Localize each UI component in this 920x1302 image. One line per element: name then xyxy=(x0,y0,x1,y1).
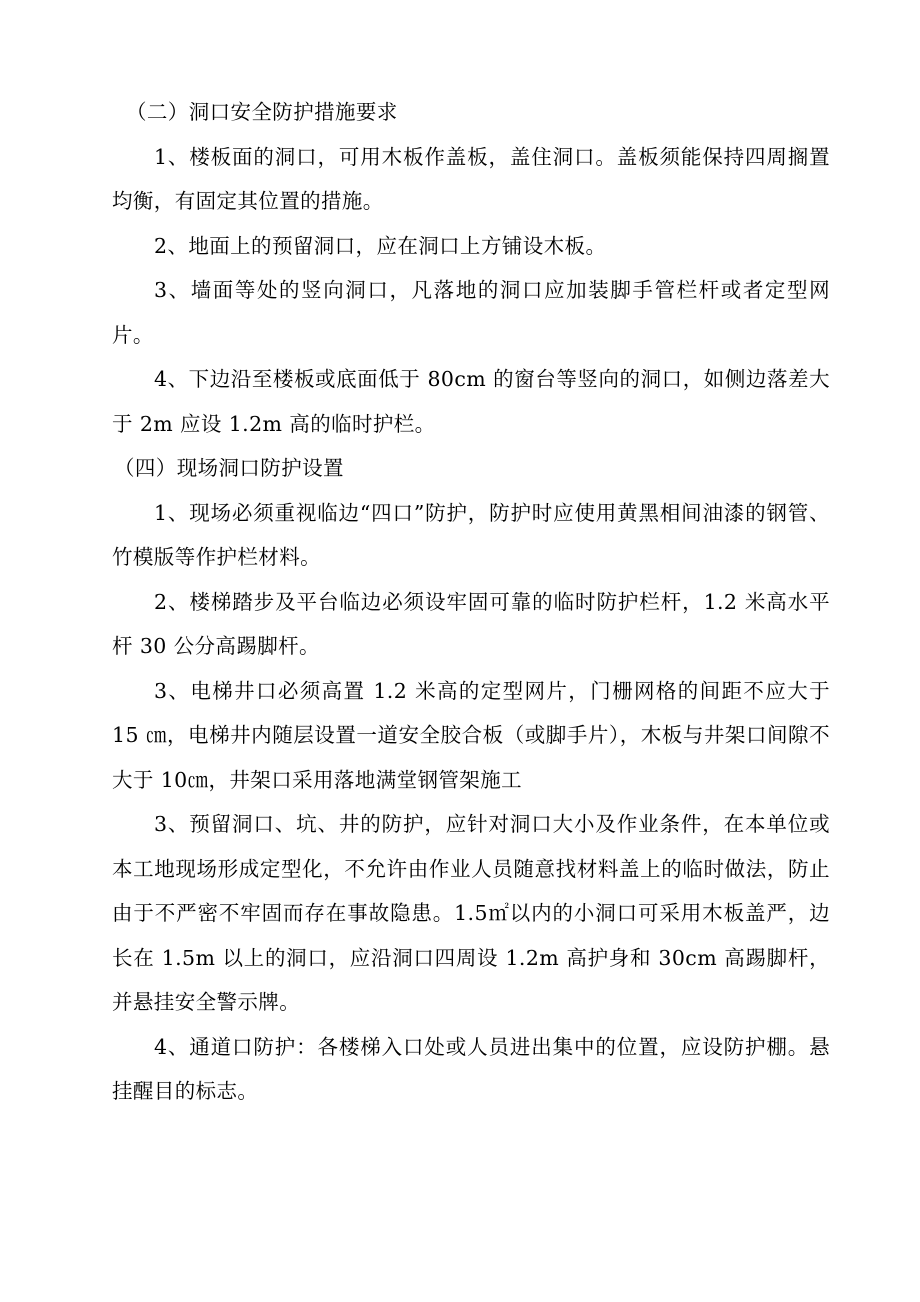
paragraph-passage-protection: 4、通道口防护：各楼梯入口处或人员进出集中的位置，应设防护棚。悬挂醒目的标志。 xyxy=(112,1034,830,1103)
paragraph-window-openings: 4、下边沿至楼板或底面低于 80cm 的窗台等竖向的洞口，如侧边落差大于 2m 应设 1.2m 高的临时护栏。 xyxy=(112,367,830,436)
paragraph-floor-openings: 1、楼板面的洞口，可用木板作盖板，盖住洞口。盖板须能保持四周搁置均衡，有固定其位置的措施。 xyxy=(112,144,830,213)
paragraph-wall-openings: 3、墙面等处的竖向洞口，凡落地的洞口应加装脚手管栏杆或者定型网片。 xyxy=(112,278,830,347)
paragraph-reserved-openings: 3、预留洞口、坑、井的防护，应针对洞口大小及作业条件，在本单位或本工地现场形成定型化，不允许由作业人员随意找材料盖上的临时做法，防止由于不严密不牢固而存在事故隐患。1.5㎡以内的小洞口可采用木板盖严，边长在 1.5m 以上的洞口，应沿洞口四周设 1.2m 高护身和 30cm 高踢脚杆，并悬挂安全警示牌。 xyxy=(112,812,830,1014)
paragraph-four-openings: 1、现场必须重视临边“四口”防护，防护时应使用黄黑相间油漆的钢管、竹模版等作护栏材料。 xyxy=(112,500,830,569)
paragraph-ground-openings: 2、地面上的预留洞口，应在洞口上方铺设木板。 xyxy=(154,233,607,258)
paragraph-stair-railings: 2、楼梯踏步及平台临边必须设牢固可靠的临时防护栏杆，1.2 米高水平杆 30 公分高踢脚杆。 xyxy=(112,589,830,658)
document-page xyxy=(112,90,830,1114)
section-heading-safety-requirements: （二）洞口安全防护措施要求 xyxy=(126,100,398,124)
section-heading-site-protection: （四）现场洞口防护设置 xyxy=(114,456,344,480)
paragraph-elevator-shaft: 3、电梯井口必须高置 1.2 米高的定型网片，门栅网格的间距不应大于 15 ㎝，电梯井内随层设置一道安全胶合板（或脚手片），木板与井架口间隙不大于 10㎝，井架口采用落地满堂钢管架施工 xyxy=(112,678,830,792)
